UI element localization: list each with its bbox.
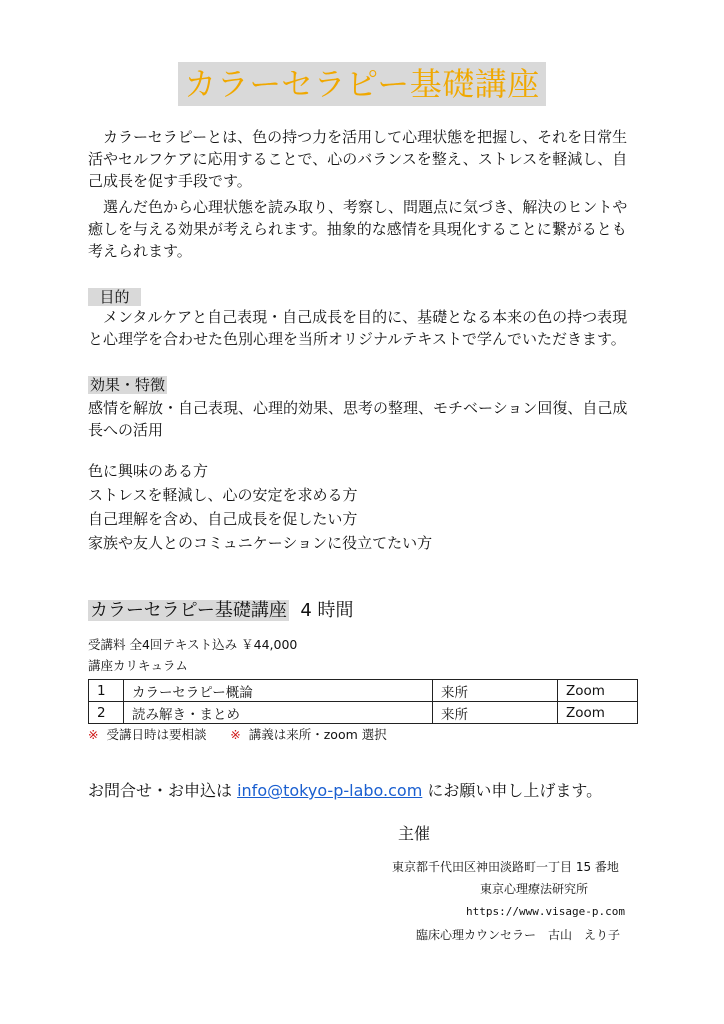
target-item: 色に興味のある方 [88, 462, 209, 480]
note-format: 講義は来所・zoom 選択 [248, 727, 387, 742]
title-wrap [0, 62, 724, 106]
target-item: ストレスを軽減し、心の安定を求める方 [88, 486, 358, 504]
row-place: 来所 [433, 702, 558, 724]
curriculum-label: 講座カリキュラム [88, 658, 188, 673]
row-mode: Zoom [558, 702, 638, 724]
target-item: 自己理解を含め、自己成長を促したい方 [88, 510, 358, 528]
intro-paragraph-1: カラーセラピーとは、色の持つ力を活用して心理状態を把握し、それを日常生活やセルフケアに応用することで、心のバランスを整え、ストレスを軽減し、自己成長を促す手段です。 [88, 128, 628, 190]
table-row [89, 680, 638, 702]
row-number: 1 [89, 680, 124, 702]
target-item: 家族や友人とのコミュニケーションに役立てたい方 [88, 534, 433, 552]
row-mode: Zoom [558, 680, 638, 702]
effects-heading: 効果・特徴 [90, 376, 166, 394]
contact-prefix: お問合せ・お申込は [88, 781, 238, 800]
target-list [88, 459, 648, 555]
purpose-heading [88, 288, 141, 306]
row-place: 来所 [433, 680, 558, 702]
effects-text: 感情を解放・自己表現、心理的効果、思考の整理、モチベーション回復、自己成長への活用 [88, 399, 628, 439]
note-mark: ※ [230, 727, 241, 742]
purpose-heading-text: 目的 [99, 288, 130, 306]
purpose-text: メンタルケアと自己表現・自己成長を目的に、基礎となる本来の色の持つ表現と心理学を合わせた色別心理を当所オリジナルテキストで学んでいただきます。 [88, 308, 628, 348]
course-hours: 4 時間 [300, 600, 354, 621]
host-url[interactable]: https://www.visage-p.com [466, 905, 625, 918]
note-schedule: 受講日時は要相談 [106, 727, 207, 742]
intro-paragraph-2: 選んだ色から心理状態を読み取り、考察し、問題点に気づき、解決のヒントや癒しを与える効果が考えられます。抽象的な感情を具現化することに繋がるとも考えられます。 [88, 198, 628, 260]
effects-heading-wrap [88, 374, 640, 396]
course-name: カラーセラピー基礎講座 [90, 600, 287, 621]
contact-line [88, 779, 602, 803]
email-link[interactable]: info@tokyo-p-labo.com [237, 781, 423, 800]
contact-suffix: にお願い申し上げます。 [422, 781, 603, 800]
host-address: 東京都千代田区神田淡路町一丁目 15 番地 [392, 860, 619, 874]
course-title [88, 598, 354, 624]
curriculum-table [88, 679, 638, 724]
table-row [89, 702, 638, 724]
host-label: 主催 [398, 824, 431, 843]
course-fee: 受講料 全4回テキスト込み ￥44,000 [88, 637, 298, 652]
page-title: カラーセラピー基礎講座 [178, 62, 546, 106]
purpose-heading-wrap [88, 286, 640, 308]
course-notes [88, 726, 387, 744]
note-mark: ※ [88, 727, 99, 742]
row-topic: 読み解き・まとめ [124, 702, 433, 724]
host-person: 臨床心理カウンセラー 古山 えり子 [416, 928, 621, 942]
row-number: 2 [89, 702, 124, 724]
row-topic: カラーセラピー概論 [124, 680, 433, 702]
host-organization: 東京心理療法研究所 [480, 882, 589, 896]
